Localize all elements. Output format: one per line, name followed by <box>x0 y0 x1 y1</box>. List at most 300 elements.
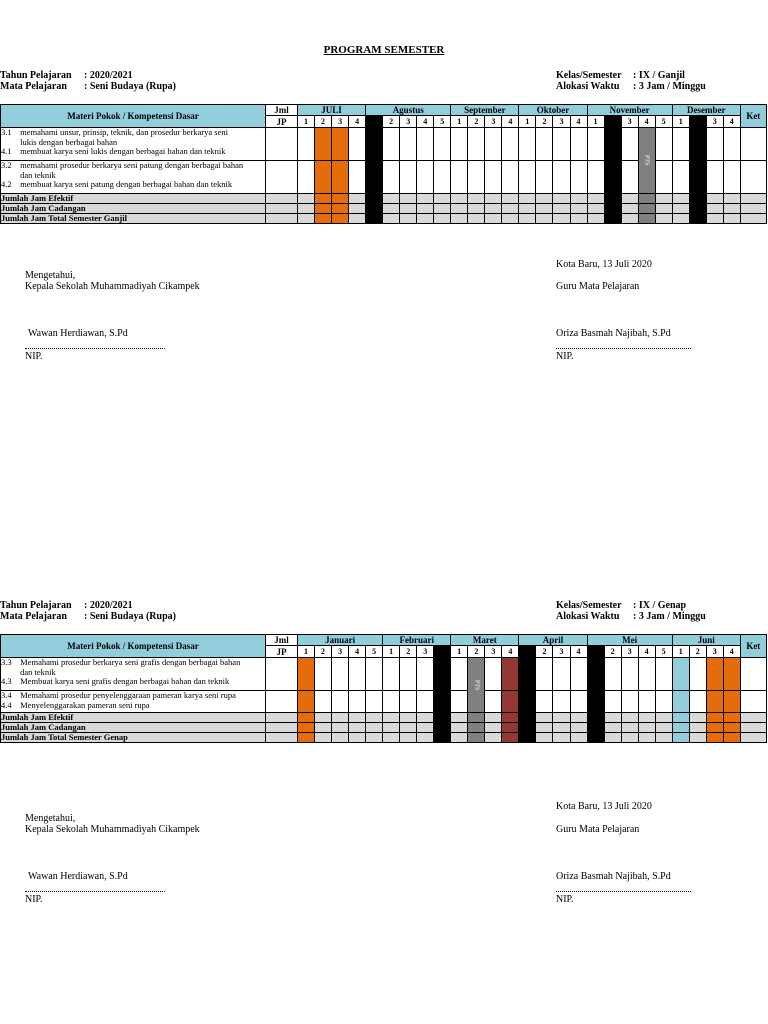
summary-week <box>485 194 502 204</box>
summary-week <box>383 723 400 733</box>
summary-week <box>366 733 383 743</box>
week-cell <box>587 658 604 691</box>
summary-week <box>604 723 621 733</box>
summary-week <box>298 713 315 723</box>
material-line: 4.1 membuat karya seni lukis dengan berbagai bahan dan teknik <box>1 146 226 156</box>
summary-week <box>485 713 502 723</box>
summary-week <box>468 723 485 733</box>
week-cell <box>298 658 315 691</box>
week-cell <box>519 161 536 194</box>
summary-week <box>451 733 468 743</box>
summary-week <box>621 733 638 743</box>
summary-row <box>1 723 767 733</box>
material-line: dan teknik <box>1 666 56 677</box>
material-cell <box>1 128 266 161</box>
summary-week <box>689 214 706 224</box>
week-cell <box>621 658 638 691</box>
week-cell <box>434 128 451 161</box>
week-number: 4 <box>723 646 740 658</box>
sem2-kelas-label: Kelas/Semester <box>556 600 622 611</box>
material-line: 3.1 memahami unsur, prinsip, teknik, dan prosedur berkarya seni <box>1 127 228 137</box>
ket-cell <box>740 128 766 161</box>
sem2-sign-left-1: Mengetahui, <box>25 813 76 824</box>
summary-row <box>1 194 767 204</box>
summary-label: Jumlah Jam Efektif <box>1 713 266 723</box>
week-cell <box>502 658 519 691</box>
week-number: 3 <box>485 646 502 658</box>
week-cell <box>417 691 434 713</box>
week-number: 2 <box>689 116 706 128</box>
summary-week <box>723 723 740 733</box>
week-number: 2 <box>315 646 332 658</box>
week-number: 2 <box>383 116 400 128</box>
week-number: 3 <box>553 116 570 128</box>
summary-week <box>655 733 672 743</box>
week-cell <box>587 691 604 713</box>
summary-week <box>400 204 417 214</box>
week-cell <box>468 658 485 713</box>
week-cell <box>485 658 502 691</box>
week-cell <box>485 128 502 161</box>
week-number: 1 <box>451 646 468 658</box>
week-number: 2 <box>536 646 553 658</box>
week-cell <box>366 128 383 161</box>
summary-week <box>468 204 485 214</box>
summary-week <box>604 713 621 723</box>
material-row <box>1 128 767 161</box>
week-cell <box>655 658 672 691</box>
month-header: Juni <box>672 635 740 646</box>
week-cell <box>655 691 672 713</box>
summary-week <box>638 733 655 743</box>
summary-week <box>502 723 519 733</box>
sem2-nip-right: NIP. <box>556 894 574 905</box>
summary-week <box>570 733 587 743</box>
pts-label: PTS <box>643 155 650 166</box>
month-header: September <box>451 105 519 116</box>
ket-header: Ket <box>740 105 766 128</box>
week-cell <box>672 128 689 161</box>
week-cell <box>315 161 332 194</box>
week-cell <box>621 128 638 161</box>
week-number: 4 <box>570 646 587 658</box>
summary-week <box>502 204 519 214</box>
week-number: 2 <box>689 646 706 658</box>
summary-jp <box>266 194 298 204</box>
summary-week <box>332 723 349 733</box>
materi-header: Materi Pokok / Kompetensi Dasar <box>1 105 266 128</box>
sem1-tahun-label: Tahun Pelajaran <box>0 70 72 81</box>
summary-week <box>434 194 451 204</box>
week-cell <box>468 128 485 161</box>
week-number: 4 <box>502 646 519 658</box>
week-cell <box>638 691 655 713</box>
week-cell <box>298 161 315 194</box>
week-number: 4 <box>570 116 587 128</box>
summary-week <box>349 713 366 723</box>
sem2-schedule-table <box>0 634 767 743</box>
material-row <box>1 658 767 691</box>
summary-week <box>621 194 638 204</box>
summary-label: Jumlah Jam Cadangan <box>1 723 266 733</box>
summary-week <box>366 204 383 214</box>
week-cell <box>621 161 638 194</box>
week-number: 1 <box>366 116 383 128</box>
week-cell <box>400 161 417 194</box>
summary-week <box>604 733 621 743</box>
summary-week <box>451 194 468 204</box>
page-title <box>0 44 768 56</box>
summary-week <box>655 214 672 224</box>
sem2-place-date: Kota Baru, 13 Juli 2020 <box>556 801 652 812</box>
week-number: 3 <box>400 116 417 128</box>
sem1-sign-left-2: Kepala Sekolah Muhammadiyah Cikampek <box>25 281 200 292</box>
summary-week <box>417 713 434 723</box>
summary-jp <box>266 733 298 743</box>
summary-week <box>655 713 672 723</box>
week-number: 5 <box>655 646 672 658</box>
summary-week <box>519 723 536 733</box>
sem1-kelas-value: : IX / Ganjil <box>633 70 685 81</box>
month-header: Oktober <box>519 105 587 116</box>
week-cell <box>502 161 519 194</box>
summary-week <box>689 733 706 743</box>
summary-label: Jumlah Jam Cadangan <box>1 204 266 214</box>
material-line: dan teknik <box>1 169 56 180</box>
week-number: 5 <box>366 646 383 658</box>
summary-week <box>298 733 315 743</box>
week-number: 1 <box>519 646 536 658</box>
summary-week <box>400 194 417 204</box>
summary-week <box>536 204 553 214</box>
sem1-mapel-label: Mata Pelajaran <box>0 81 67 92</box>
month-header: Desember <box>672 105 740 116</box>
summary-week <box>485 723 502 733</box>
week-cell <box>723 161 740 194</box>
summary-week <box>400 214 417 224</box>
summary-week <box>315 214 332 224</box>
summary-week <box>706 723 723 733</box>
summary-week <box>468 214 485 224</box>
week-cell <box>417 161 434 194</box>
page-title-text: PROGRAM SEMESTER <box>323 44 445 56</box>
week-cell <box>366 691 383 713</box>
jml-header: Jml <box>266 635 298 646</box>
material-cell <box>1 658 266 691</box>
week-number: 3 <box>706 116 723 128</box>
summary-week <box>570 204 587 214</box>
summary-week <box>723 733 740 743</box>
summary-week <box>536 723 553 733</box>
jp-cell <box>266 161 298 194</box>
summary-label: Jumlah Jam Efektif <box>1 194 266 204</box>
month-header: April <box>519 635 587 646</box>
summary-week <box>706 733 723 743</box>
summary-week <box>587 733 604 743</box>
summary-week <box>655 723 672 733</box>
summary-week <box>519 194 536 204</box>
week-number: 4 <box>417 116 434 128</box>
material-cell <box>1 161 266 194</box>
summary-week <box>553 723 570 733</box>
week-number: 2 <box>400 646 417 658</box>
week-cell <box>417 128 434 161</box>
summary-ket <box>740 723 766 733</box>
week-cell <box>298 128 315 161</box>
week-cell <box>451 658 468 691</box>
summary-week <box>621 214 638 224</box>
week-cell <box>332 658 349 691</box>
summary-week <box>502 733 519 743</box>
week-cell <box>553 691 570 713</box>
sem2-sign-left-2: Kepala Sekolah Muhammadiyah Cikampek <box>25 824 200 835</box>
week-number: 1 <box>451 116 468 128</box>
week-number: 1 <box>298 646 315 658</box>
summary-week <box>621 204 638 214</box>
summary-week <box>332 194 349 204</box>
sem2-kelas-value: : IX / Genap <box>633 600 687 611</box>
week-number: 3 <box>332 116 349 128</box>
summary-week <box>519 214 536 224</box>
jml-header: Jml <box>266 105 298 116</box>
week-number: 4 <box>349 116 366 128</box>
summary-week <box>587 713 604 723</box>
summary-week <box>570 214 587 224</box>
summary-label: Jumlah Jam Total Semester Ganjil <box>1 214 266 224</box>
week-cell <box>383 161 400 194</box>
month-header: JULI <box>298 105 366 116</box>
summary-week <box>400 713 417 723</box>
summary-week <box>332 733 349 743</box>
week-cell <box>332 691 349 713</box>
week-cell <box>706 691 723 713</box>
sem2-tahun-label: Tahun Pelajaran <box>0 600 72 611</box>
week-cell <box>434 161 451 194</box>
week-cell <box>417 658 434 691</box>
week-cell <box>570 128 587 161</box>
week-cell <box>315 691 332 713</box>
summary-week <box>485 204 502 214</box>
week-cell <box>604 128 621 161</box>
material-cell <box>1 691 266 713</box>
week-number: 3 <box>621 646 638 658</box>
week-cell <box>519 658 536 691</box>
summary-week <box>468 713 485 723</box>
sem1-schedule-table <box>0 104 767 224</box>
summary-week <box>604 204 621 214</box>
summary-week <box>349 733 366 743</box>
week-number: 1 <box>587 116 604 128</box>
sem1-alokasi-value: : 3 Jam / Minggu <box>633 81 706 92</box>
jp-header: JP <box>266 116 298 128</box>
summary-week <box>655 204 672 214</box>
summary-week <box>434 713 451 723</box>
week-cell <box>536 691 553 713</box>
month-header: Januari <box>298 635 383 646</box>
week-number: 1 <box>672 646 689 658</box>
week-number: 2 <box>604 646 621 658</box>
summary-week <box>723 204 740 214</box>
summary-week <box>366 194 383 204</box>
summary-week <box>672 204 689 214</box>
week-number: 5 <box>655 116 672 128</box>
summary-week <box>298 214 315 224</box>
summary-ket <box>740 733 766 743</box>
week-cell <box>502 691 519 713</box>
summary-week <box>536 713 553 723</box>
summary-week <box>587 723 604 733</box>
jp-cell <box>266 658 298 691</box>
week-number: 5 <box>434 116 451 128</box>
sem2-alokasi-value: : 3 Jam / Minggu <box>633 611 706 622</box>
week-number: 2 <box>604 116 621 128</box>
week-cell <box>519 691 536 713</box>
week-number: 4 <box>434 646 451 658</box>
week-cell <box>451 691 468 713</box>
summary-week <box>400 723 417 733</box>
material-line: 3.3 Memahami prosedur berkarya seni grafis dengan berbagai bahan <box>1 657 241 667</box>
sem1-alokasi-label: Alokasi Waktu <box>556 81 620 92</box>
summary-week <box>315 723 332 733</box>
summary-week <box>383 733 400 743</box>
week-number: 1 <box>587 646 604 658</box>
week-number: 3 <box>706 646 723 658</box>
week-cell <box>570 691 587 713</box>
summary-week <box>706 713 723 723</box>
summary-week <box>434 723 451 733</box>
sem2-sign-right-1: Guru Mata Pelajaran <box>556 824 640 835</box>
week-cell <box>570 658 587 691</box>
summary-week <box>349 723 366 733</box>
summary-week <box>672 723 689 733</box>
week-cell <box>366 161 383 194</box>
material-line: 3.2 memahami prosedur berkarya seni patung dengan berbagai bahan <box>1 160 244 170</box>
week-number: 1 <box>519 116 536 128</box>
summary-week <box>672 194 689 204</box>
sem2-nip-left: NIP. <box>25 894 43 905</box>
week-cell <box>315 128 332 161</box>
jp-cell <box>266 691 298 713</box>
summary-week <box>587 204 604 214</box>
summary-week <box>604 214 621 224</box>
summary-week <box>519 733 536 743</box>
ket-cell <box>740 161 766 194</box>
summary-week <box>417 214 434 224</box>
month-header: November <box>587 105 672 116</box>
week-cell <box>536 161 553 194</box>
week-number: 2 <box>315 116 332 128</box>
summary-week <box>638 723 655 733</box>
summary-ket <box>740 713 766 723</box>
sem1-sign-left-1: Mengetahui, <box>25 270 76 281</box>
summary-jp <box>266 723 298 733</box>
summary-week <box>434 733 451 743</box>
month-header: Mei <box>587 635 672 646</box>
week-number: 3 <box>553 646 570 658</box>
week-cell <box>332 161 349 194</box>
week-cell <box>672 161 689 194</box>
summary-row <box>1 204 767 214</box>
summary-week <box>400 733 417 743</box>
week-cell <box>400 128 417 161</box>
sem1-sign-right-1: Guru Mata Pelajaran <box>556 281 640 292</box>
summary-week <box>672 733 689 743</box>
week-cell <box>536 128 553 161</box>
summary-week <box>332 214 349 224</box>
ket-cell <box>740 691 766 713</box>
week-number: 4 <box>502 116 519 128</box>
header-row <box>1 635 767 646</box>
summary-week <box>587 194 604 204</box>
sem1-mapel-value: : Seni Budaya (Rupa) <box>84 81 176 92</box>
summary-week <box>298 723 315 733</box>
sem2-alokasi-label: Alokasi Waktu <box>556 611 620 622</box>
week-cell <box>519 128 536 161</box>
sem1-place-date: Kota Baru, 13 Juli 2020 <box>556 259 652 270</box>
week-cell <box>723 128 740 161</box>
week-cell <box>366 658 383 691</box>
summary-week <box>536 194 553 204</box>
week-cell <box>434 691 451 713</box>
week-cell <box>655 161 672 194</box>
summary-week <box>417 204 434 214</box>
week-cell <box>672 658 689 691</box>
summary-week <box>706 204 723 214</box>
summary-week <box>332 713 349 723</box>
week-cell <box>451 128 468 161</box>
header-row <box>1 105 767 116</box>
week-cell <box>536 658 553 691</box>
summary-week <box>502 194 519 204</box>
week-cell <box>638 128 655 194</box>
material-line: 3.4 Memahami prosedur penyelenggaraan pameran karya seni rupa <box>1 690 236 700</box>
summary-week <box>451 214 468 224</box>
sem1-sign-right-name: Oriza Basmah Najibah, S.Pd <box>556 328 671 339</box>
summary-jp <box>266 214 298 224</box>
summary-label: Jumlah Jam Total Semester Genap <box>1 733 266 743</box>
summary-week <box>485 214 502 224</box>
summary-week <box>723 713 740 723</box>
sem1-tahun-value: : 2020/2021 <box>84 70 133 81</box>
summary-week <box>553 733 570 743</box>
week-cell <box>689 658 706 691</box>
week-cell <box>621 691 638 713</box>
week-number: 4 <box>638 646 655 658</box>
summary-week <box>689 713 706 723</box>
sem2-sign-right-line <box>556 891 691 892</box>
sem2-sign-left-name: Wawan Herdiawan, S.Pd <box>28 871 128 882</box>
summary-week <box>519 204 536 214</box>
month-header: Maret <box>451 635 519 646</box>
week-cell <box>383 658 400 691</box>
week-cell <box>604 658 621 691</box>
summary-week <box>349 214 366 224</box>
week-cell <box>689 161 706 194</box>
week-number: 3 <box>485 116 502 128</box>
summary-week <box>298 194 315 204</box>
week-cell <box>706 161 723 194</box>
week-number: 4 <box>349 646 366 658</box>
jp-header: JP <box>266 646 298 658</box>
summary-week <box>689 723 706 733</box>
jp-cell <box>266 128 298 161</box>
summary-week <box>485 733 502 743</box>
summary-week <box>315 194 332 204</box>
summary-week <box>315 204 332 214</box>
sem1-sign-right-line <box>556 348 691 349</box>
week-cell <box>553 128 570 161</box>
summary-week <box>655 194 672 204</box>
